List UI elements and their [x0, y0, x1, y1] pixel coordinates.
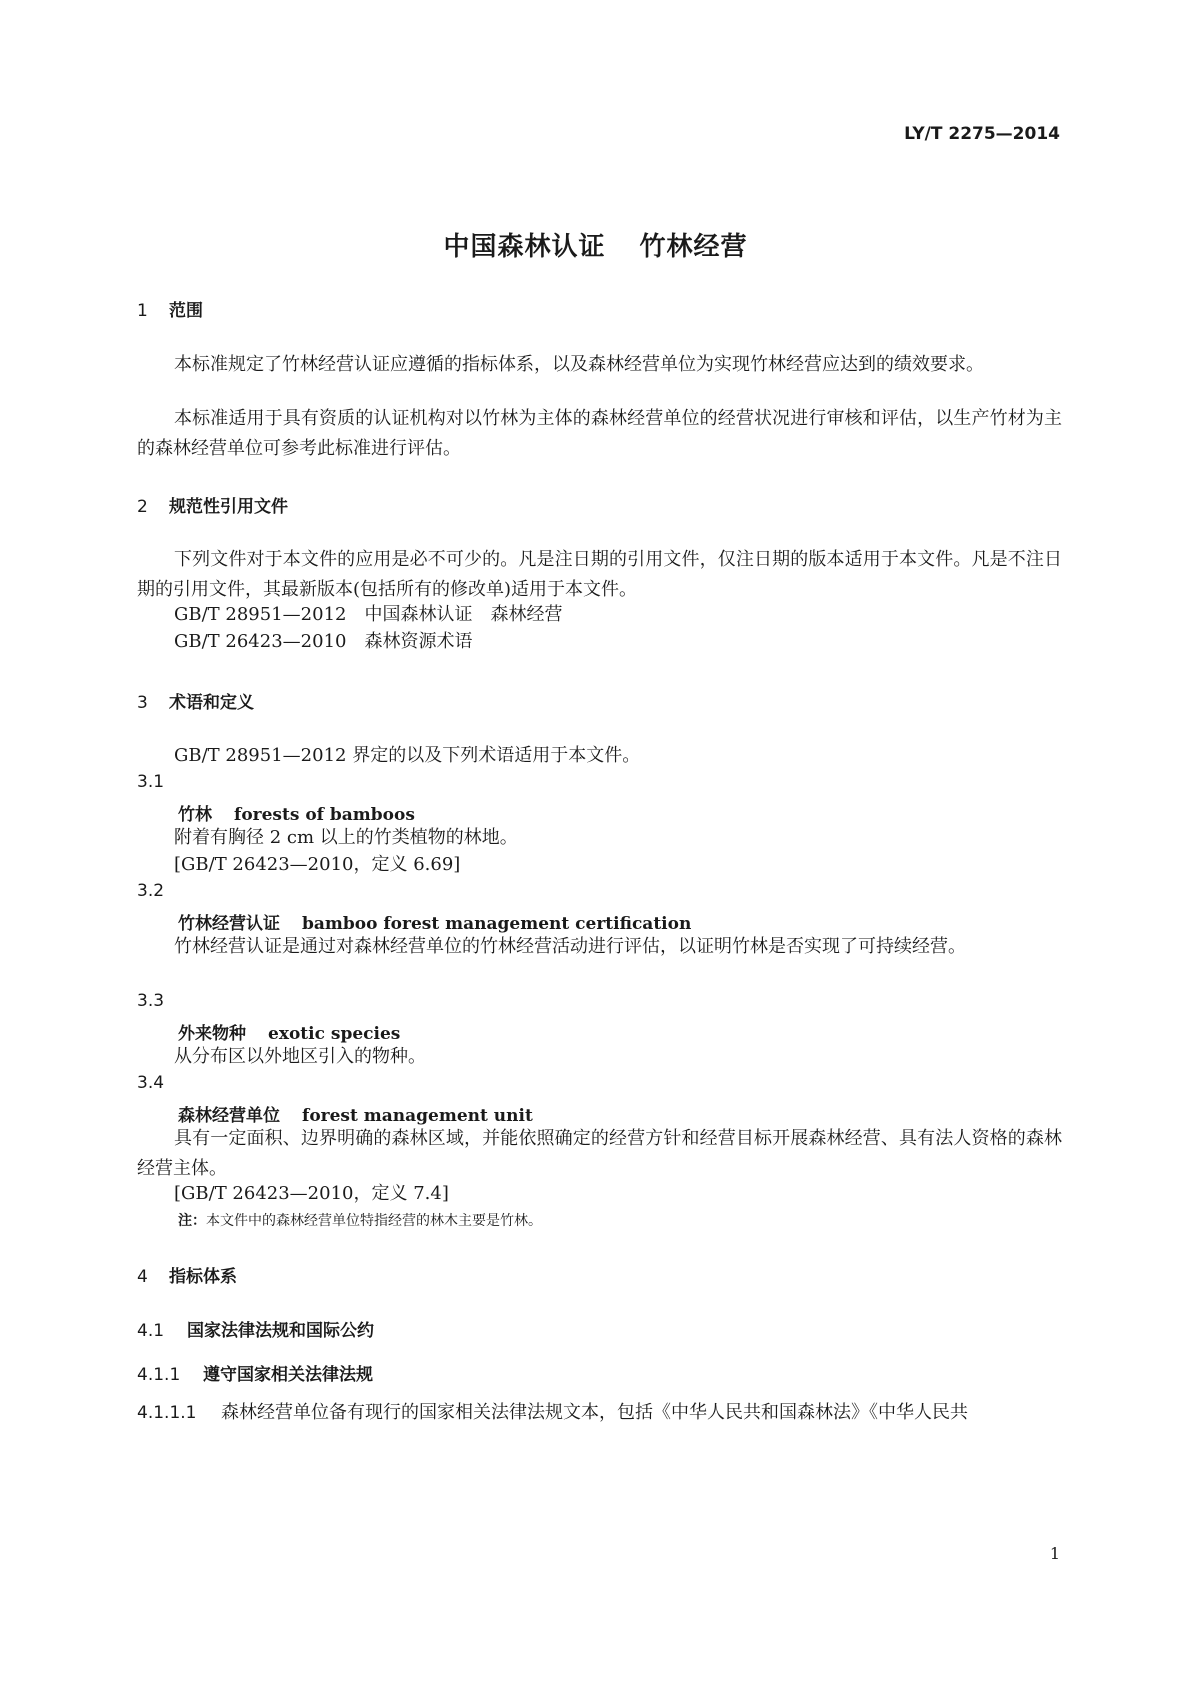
title-part1: 中国森林认证: [443, 232, 606, 262]
section-2-heading: 2 规范性引用文件: [137, 497, 288, 517]
reference-item: GB/T 28951—2012 中国森林认证 森林经营: [174, 604, 563, 625]
term-definition: 竹林经营认证是通过对森林经营单位的竹林经营活动进行评估，以证明竹林是否实现了可持续经营。: [174, 936, 966, 957]
term-heading: 竹林经营认证 bamboo forest management certification: [178, 914, 692, 934]
clause-4-1-1-1: 4.1.1.1 森林经营单位备有现行的国家相关法律法规文本，包括《中华人民共和国森林法》《中华人民共: [137, 1402, 968, 1423]
section-3-intro: GB/T 28951—2012 界定的以及下列术语适用于本文件。: [174, 745, 641, 766]
section-1-heading: 1 范围: [137, 301, 203, 321]
page-number: 1: [1049, 1544, 1060, 1563]
term-number: 3.3: [137, 991, 165, 1011]
term-number: 3.1: [137, 772, 165, 792]
title-part2: 竹林经营: [639, 232, 748, 262]
section-4-1-1-heading: 4.1.1 遵守国家相关法律法规: [137, 1365, 373, 1385]
term-source: [GB/T 26423—2010，定义 6.69]: [174, 854, 461, 875]
term-definition: 具有一定面积、边界明确的森林区域，并能依照确定的经营方针和经营目标开展森林经营、具有法人资格的森林经营主体。: [137, 1128, 1062, 1179]
document-code: LY/T 2275—2014: [904, 124, 1060, 144]
section-4-heading: 4 指标体系: [137, 1267, 237, 1287]
document-title: [0, 226, 1191, 263]
term-heading: 竹林 forests of bamboos: [178, 805, 415, 825]
term-number: 3.2: [137, 881, 165, 901]
term-number: 3.4: [137, 1073, 165, 1093]
reference-item: GB/T 26423—2010 森林资源术语: [174, 631, 473, 652]
term-definition: 附着有胸径 2 cm 以上的竹类植物的林地。: [174, 827, 518, 848]
term-heading: 森林经营单位 forest management unit: [178, 1106, 533, 1126]
section-3-heading: 3 术语和定义: [137, 693, 254, 713]
section-2-paragraph: 下列文件对于本文件的应用是必不可少的。凡是注日期的引用文件，仅注日期的版本适用于本文件。凡是不注日期的引用文件，其最新版本(包括所有的修改单)适用于本文件。: [137, 549, 1062, 600]
term-heading: 外来物种 exotic species: [178, 1024, 401, 1044]
term-definition: 从分布区以外地区引入的物种。: [174, 1046, 426, 1067]
section-4-1-heading: 4.1 国家法律法规和国际公约: [137, 1321, 374, 1341]
section-1-paragraph-1: 本标准规定了竹林经营认证应遵循的指标体系，以及森林经营单位为实现竹林经营应达到的绩效要求。: [174, 354, 984, 375]
term-note: 注：本文件中的森林经营单位特指经营的林木主要是竹林。: [178, 1213, 542, 1229]
section-1-paragraph-2: 本标准适用于具有资质的认证机构对以竹林为主体的森林经营单位的经营状况进行审核和评估，以生产竹材为主的森林经营单位可参考此标准进行评估。: [137, 408, 1062, 459]
term-source: [GB/T 26423—2010，定义 7.4]: [174, 1183, 449, 1204]
